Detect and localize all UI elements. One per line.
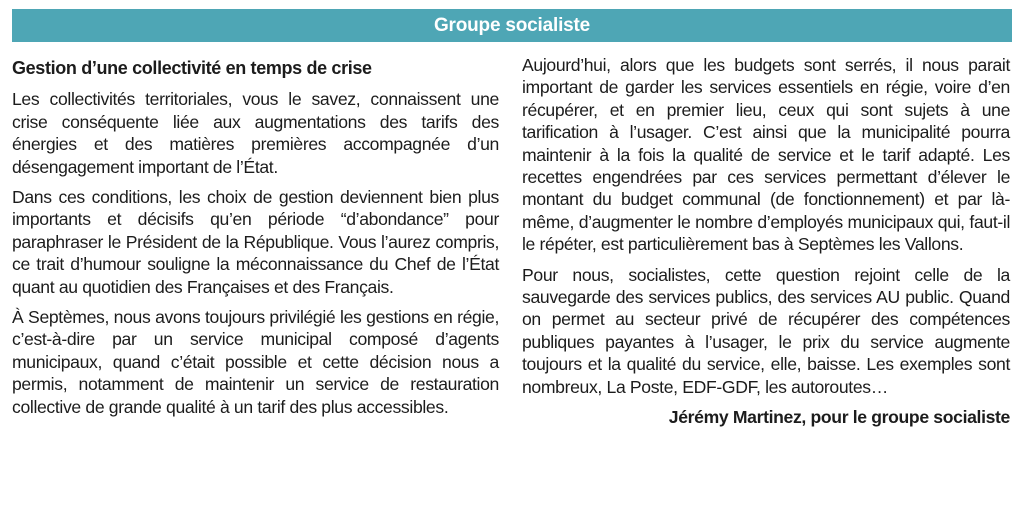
article-title: Gestion d’une collectivité en temps de crise xyxy=(12,58,372,78)
article-column-right xyxy=(522,54,1010,429)
article-paragraph: À Septèmes, nous avons toujours privilégié les gestions en régie, c’est-à-dire par un service municipal composé d’agents municipaux, quand c’était possible et cette décision nous a permis, notamment de maintenir un service de restauration collective de grande qualité à un tarif des plus accessibles. xyxy=(12,307,499,417)
article-column-left xyxy=(12,54,499,426)
article-paragraph: Les collectivités territoriales, vous le savez, connaissent une crise conséquente liée aux augmentations des tarifs des énergies et des matières premières accompagnée d’un désengagement important de l’État. xyxy=(12,89,499,177)
article-paragraph: Dans ces conditions, les choix de gestion deviennent bien plus importants et décisifs qu’en période “d’abondance” pour paraphraser le Président de la République. Vous l’aurez compris, ce trait d’humour souligne la méconnaissance du Chef de l’État quant au quotidien des Françaises et des Français. xyxy=(12,187,499,297)
header-banner xyxy=(12,9,1012,42)
section-title: Groupe socialiste xyxy=(433,14,591,36)
article-paragraph: Pour nous, socialistes, cette question rejoint celle de la sauvegarde des services publics, des services AU public. Quand on permet au secteur privé de récupérer des compétences publiques payantes à l’usager, le prix du service augmente toujours et la qualité du service, elle, baisse. Les exemples sont nombreux, La Poste, EDF-GDF, les autoroutes… xyxy=(522,264,1010,397)
article-signature: Jérémy Martinez, pour le groupe socialiste xyxy=(668,407,1010,428)
article-paragraph: Aujourd’hui, alors que les budgets sont serrés, il nous parait important de garder les services essentiels en régie, voire d’en récupérer, et en premier lieu, ceux qui sont sujets à une tarification à l’usager. C’est ainsi que la municipalité pourra maintenir à la fois la qualité de service et le tarif adapté. Les recettes engendrées par ces services permettant d’élever le montant du budget communal (de fonctionnement) et par là-même, d’augmenter le nombre d’employés municipaux qui, faut-il le répéter, est particulièrement bas à Septèmes les Vallons. xyxy=(522,55,1010,255)
